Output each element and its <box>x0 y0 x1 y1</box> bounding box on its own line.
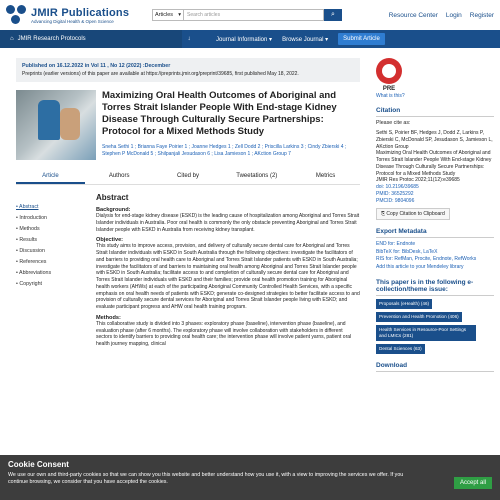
top-header <box>0 0 500 30</box>
submit-article-button[interactable]: Submit Article <box>338 33 385 45</box>
logo-mark-icon <box>6 5 28 25</box>
logo-tagline: Advancing Digital Health & Open Science <box>31 18 114 24</box>
article-tabs <box>16 170 360 185</box>
theme-issue-heading: This paper is in the following e-collection/theme issue: <box>376 279 494 296</box>
search-scope-select[interactable]: Articles ▾ <box>152 9 184 21</box>
methods-heading: Methods: <box>96 314 121 321</box>
toc-item-discussion[interactable]: • Discussion <box>16 247 45 254</box>
methods-text: This collaborative study is divided into 3 phases: exploratory phase (baseline), intervention phase (baseline), and evaluation phase (after 6 months). The exploratory phase will involve collaboration with stakeholders in different sectors to identify barriers to providing oral health care; the intervention phase will involve patient yarns, patient oral health journey mapping, clinical <box>96 320 352 347</box>
tab-cited-by[interactable]: Cited by <box>176 173 199 179</box>
pre-badge-icon <box>376 58 402 84</box>
objective-text: This study aims to improve access, provision, and delivery of culturally secure dental care for Aboriginal and Torres Strait Islander individuals with ESKD in South Australia through the following objectives: investigate the facilitators of and barriers to providing oral health care to Aboriginal and Torres Strait Islander patients with ESKD in South Australia; investigate the facilitators of and barriers to maintaining oral health among Aboriginal and Torres Strait Islander people with ESKD in South Australia; facilitate access to and completion of culturally secure dental care for Aboriginal and Torres Strait Islander individuals with ESKD and their families; provide oral health promotion training for Aboriginal health workers (AHWs) at each of the participating Aboriginal Community Controlled Health Services, with a specific emphasis on oral health needs of patients with ESKD; generate co-designed strategies to better facilitate access to and provision of culturally secure dental services for Aboriginal and Torres Strait Islander people living with ESKD; and evaluate participant progress and AHW oral health training program. <box>96 243 360 310</box>
toc-item-copyright[interactable]: • Copyright <box>16 280 42 287</box>
resource-center-link[interactable]: Resource Center <box>388 11 438 19</box>
export-bibtex-link[interactable]: BibTeX for: BibDesk, LaTeX <box>376 248 438 255</box>
register-link[interactable]: Register <box>469 11 494 19</box>
journal-home-link[interactable]: ⌂ JMIR Research Protocols <box>0 30 182 48</box>
export-end-link[interactable]: END for: Endnote <box>376 241 416 248</box>
objective-heading: Objective: <box>96 237 124 244</box>
export-ris-link[interactable]: RIS for: RefMan, Procite, Endnote, RefWorks <box>376 256 477 263</box>
toc-item-abbreviations[interactable]: • Abbreviations <box>16 269 52 276</box>
export-heading: Export Metadata <box>376 228 494 238</box>
login-link[interactable]: Login <box>445 11 462 19</box>
search-icon: ⌕ <box>331 11 335 18</box>
pmid-link[interactable]: PMID: 36525292 <box>376 190 414 197</box>
pmcid-link[interactable]: PMCID: 9804096 <box>376 197 415 204</box>
what-is-this-link[interactable]: What is this? <box>376 93 405 99</box>
citation-heading: Citation <box>376 107 494 117</box>
background-heading: Background: <box>96 207 131 213</box>
cookie-banner <box>0 455 500 500</box>
theme-list <box>376 299 494 354</box>
journal-information-menu[interactable]: Journal Information ▾ <box>216 36 273 43</box>
toc-item-introduction[interactable]: • Introduction <box>16 214 48 221</box>
preprint-line[interactable]: Preprints (earlier versions) of this paper are available at https://preprints.jmir.org/preprint/39685, first published May 18, 2022. <box>22 71 299 77</box>
toc-item-references[interactable]: • References <box>16 258 47 265</box>
theme-tag[interactable]: Health Services in Resource-Poor Settings and LMICs (281) <box>376 325 476 341</box>
theme-tag[interactable]: Dental Sciences (63) <box>376 344 425 354</box>
jmir-logo[interactable] <box>6 5 146 25</box>
main-nav <box>0 30 500 48</box>
article-thumbnail <box>16 90 96 160</box>
tab-tweetations[interactable]: Tweetations (2) <box>236 173 278 179</box>
download-heading: Download <box>376 362 494 372</box>
copy-icon: ⎘ <box>381 211 387 218</box>
chevron-down-icon: ▾ <box>178 12 181 18</box>
preprint-badge[interactable]: PRE <box>376 58 402 92</box>
article-title: Maximizing Oral Health Outcomes of Aboriginal and Torres Strait Islander People With End-stage Kidney Disease Through Culturally Secure Partnerships: Protocol for a Mixed Methods Study <box>102 90 337 137</box>
search-input[interactable]: Search articles <box>184 9 324 21</box>
article-main <box>0 58 370 348</box>
nav-toggle-arrow-icon[interactable]: ↓ <box>187 36 191 42</box>
background-text: Dialysis for end-stage kidney disease (ESKD) is the leading cause of hospitalization among Aboriginal and Torres Strait Islander individuals in Australia. Poor oral health is commonly the only obstacle preventing Aboriginal and Torres Strait Islander people with ESKD in Australia from receiving kidney transplant. <box>96 213 360 233</box>
mendeley-link[interactable]: Add this article to your Mendeley library <box>376 263 464 270</box>
logo-title: JMIR Publications <box>31 6 130 19</box>
theme-tag[interactable]: Proposals (eHealth) (46) <box>376 299 432 309</box>
toc-item-methods[interactable]: • Methods <box>16 225 40 232</box>
toc-item-results[interactable]: • Results <box>16 236 37 243</box>
sidebar <box>376 58 500 372</box>
cookie-text: We use our own and third-party cookies so that we can show you this website and better understand how you use it, with a view to improving the services we offer. If you continue browsing, we consider that you have accepted the cookies. <box>8 472 404 486</box>
cookie-title: Cookie Consent <box>8 460 69 469</box>
home-icon: ⌂ <box>10 36 14 42</box>
published-line[interactable]: Published on 16.12.2022 in Vol 11 , No 12 (2022) :December <box>22 63 171 69</box>
table-of-contents <box>16 193 96 348</box>
please-cite-label: Please cite as: <box>376 120 411 126</box>
accept-all-button[interactable]: Accept all <box>454 477 492 489</box>
tab-article[interactable]: Article <box>16 170 85 184</box>
toc-item-abstract[interactable]: • Abstract <box>16 203 39 210</box>
abstract-section <box>96 193 360 348</box>
browse-journal-menu[interactable]: Browse Journal ▾ <box>282 36 329 43</box>
doi-link[interactable]: doi: 10.2196/39685 <box>376 184 419 190</box>
tab-metrics[interactable]: Metrics <box>315 173 336 179</box>
abstract-heading: Abstract <box>96 193 129 202</box>
theme-tag[interactable]: Prevention and Health Promotion (406) <box>376 312 462 322</box>
search-bar <box>152 9 342 21</box>
export-links <box>376 241 494 271</box>
publication-info <box>16 58 360 82</box>
search-button[interactable] <box>324 9 342 21</box>
citation-text: Sethi S, Poirier BF, Hedges J, Dodd Z, Larkins P, Zbierski C, McDonald SP, Jesudason S, Jamieson L, AKction Group Maximizing Oral Health Outcomes of Aboriginal and Torres Strait Islander People With End-stage Kidney Disease Through Culturally Secure Partnerships: Protocol for a Mixed Methods Study JMIR Res Protoc 2022;11(12):e39685 doi: 10.2196/39685 PMID: 36525292 PMCID: 9804096 <box>376 130 493 204</box>
author-list[interactable]: Sneha Sethi 1 ; Brianna Faye Poirier 1 ; Joanne Hedges 1 ; Zell Dodd 2 ; Priscilla Larkins 3 ; Cindy Zbierski 4 ; Stephen P McDonald 5 ; Shilpanjali Jesudason 6 ; Lisa Jamieson 1 ; AKction Group 7 <box>102 143 347 157</box>
copy-citation-button[interactable]: ⎘ Copy Citation to Clipboard <box>376 208 450 220</box>
tab-authors[interactable]: Authors <box>108 173 130 179</box>
